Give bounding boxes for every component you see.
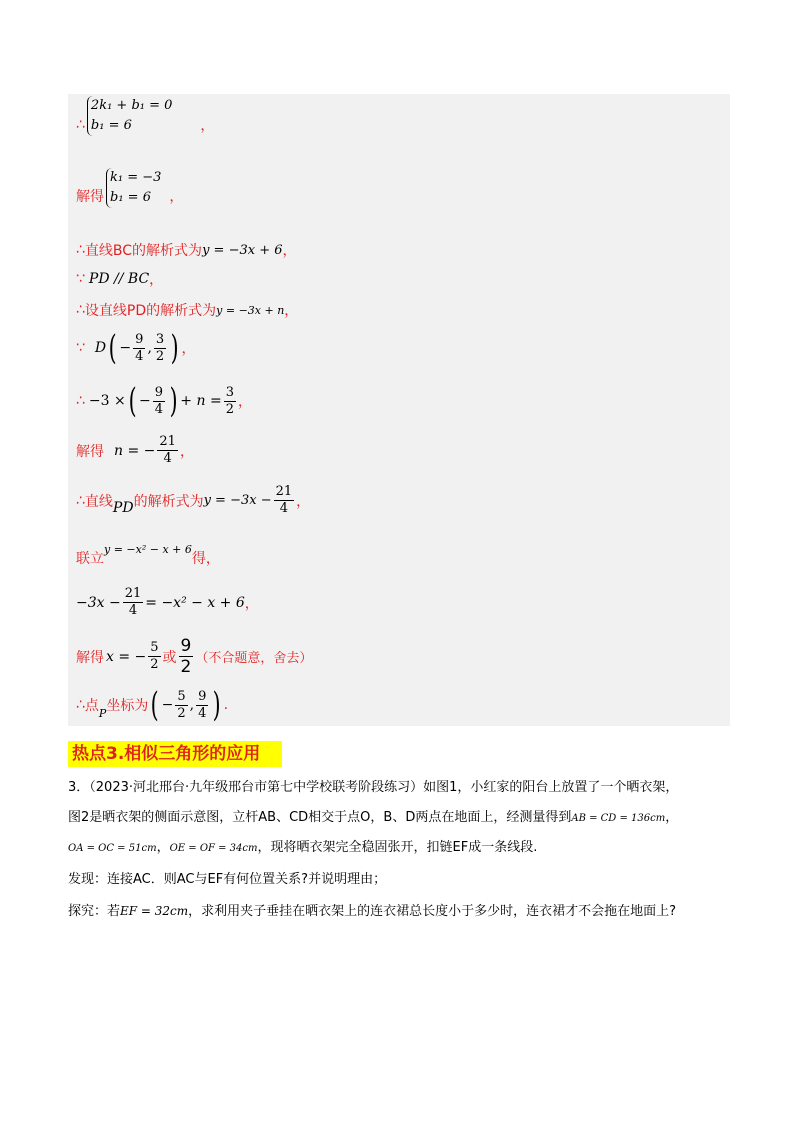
comma: ， [179,443,194,460]
or-label: 或 [162,649,177,666]
comma: ， [205,551,220,567]
solve-x-line [76,636,312,677]
fraction: $\frac{9}{4}$ [154,384,164,417]
comma: ， [200,118,215,134]
problem-line-3 [68,838,537,859]
therefore-symbol: ∴ [76,393,85,409]
problem-line-2-text: 图2是晒衣架的侧面示意图，立杆AB、CD相交于点O，B、D两点在地面上，经测量得到 [68,810,572,825]
fraction: $\frac{21}{4}$ [275,484,293,516]
comma: ， [237,394,252,410]
fraction: $\frac{5}{2}$ [177,688,186,721]
equation-1: 2k₁ + b₁ = 0 [90,98,173,113]
comma: ， [665,810,679,825]
fraction: $\frac{3}{2}$ [155,331,165,364]
parallel-relation: PD // BC [88,271,150,287]
system-equations-line [76,96,214,136]
substitution-line: ∴ −3 × ( − $\frac{9}{4}$ ) + n = $\frac{3}{2}$ ， [76,381,252,421]
set-pd-statement [76,300,298,320]
comma: ， [282,243,297,259]
solution-block [68,94,730,726]
comma: ， [149,272,164,288]
n-lhs: n = − [114,442,156,459]
solve-label: 解得 [76,649,104,666]
problem-line-1: 3．（2023·河北邢台·九年级邢台市第七中学校联考阶段练习）如图1，小红家的阳台上放置了一个晒衣架， [68,780,679,795]
section-heading: 热点3.相似三角形的应用 [68,741,282,767]
pd-variable: PD [112,499,134,516]
comma: ， [169,189,184,205]
solution-b1: b₁ = 6 [110,190,151,205]
line-bc-statement [76,240,297,260]
fraction: $\frac{9}{4}$ [198,688,207,721]
obtain-label: 得 [191,551,206,567]
comma: ， [181,341,196,357]
therefore-symbol: ∴ [76,117,85,133]
solve-k-line [76,168,183,208]
line-pd-text2: 的解析式为 [133,493,204,510]
comma: ， [284,303,299,319]
point-p-line: ∴ 点 P 坐标为 ( − $\frac{5}{2}$ , $\frac{9}{4}$ ) . [76,685,229,725]
substitution-left: −3 × [88,393,126,409]
combined-equation-line [76,586,259,619]
fraction: $\frac{5}{2}$ [150,640,159,672]
fraction: $\frac{9}{2}$ [180,636,192,677]
set-pd-text: 设直线PD的解析式为 [84,303,217,319]
problem-line-3-text: ，现将晒衣架完全稳固张开，扣链EF成一条线段. [257,840,538,855]
pd-final-equation: y = −3x − [203,493,272,508]
solution-system [106,168,161,208]
ab-cd-length: AB = CD = 136cm [571,813,666,824]
line-pd-text: 直线 [84,493,113,510]
point-label: 点 [84,698,99,714]
fraction: $\frac{9}{4}$ [135,331,144,364]
combined-left: −3x − [76,594,121,611]
problem-line-5-prefix: 探究：若 [68,904,121,919]
parallel-statement [76,269,163,289]
combined-right: = −x² − x + 6 [145,594,245,611]
because-symbol: ∵ [76,340,85,356]
problem-line-4: 发现：连接AC．则AC与EF有何位置关系?并说明理由； [68,872,387,887]
line-bc-equation: y = −3x + 6 [202,242,283,258]
oa-oc-length: OA = OC = 51cm [68,843,157,854]
therefore-symbol: ∴ [76,492,85,509]
therefore-symbol: ∴ [76,242,85,258]
period: . [223,697,229,713]
fraction: $\frac{3}{2}$ [225,384,234,417]
x-lhs: x = − [106,648,147,665]
comma: ， [156,840,170,855]
reject-note: （不合题意，舍去） [195,651,313,666]
solution-k1: k₁ = −3 [110,170,162,185]
equation-system [87,96,172,136]
comma: ， [296,493,311,510]
substitution-middle: + n = [180,393,222,409]
therefore-symbol: ∴ [76,697,85,713]
line-bc-text: 直线BC的解析式为 [84,243,203,259]
p-variable: P [98,706,107,720]
oe-of-length: OE = OF = 34cm [169,843,258,854]
pd-equation: y = −3x + n [216,303,285,317]
fraction: $\frac{21}{4}$ [124,586,142,618]
problem-line-5 [68,901,676,922]
fraction: $\frac{21}{4}$ [159,434,176,466]
simultaneous-line [76,536,220,568]
equation-2: b₁ = 6 [90,118,132,133]
solve-label: 解得 [76,443,104,460]
simultaneous-label: 联立 [76,551,104,567]
because-symbol: ∵ [76,271,85,287]
solve-n-line [76,434,194,467]
line-pd-statement [76,484,310,517]
point-d-label: D [94,340,107,356]
ef-length: EF = 32cm [120,904,189,918]
parabola-equation: y = −x² − x + 6 [104,542,192,556]
comma: ， [244,595,259,612]
problem-line-2 [68,808,678,829]
coordinate-label: 坐标为 [106,698,149,714]
point-d-line: ∵ D ( − $\frac{9}{4}$ , $\frac{3}{2}$ ) ， [76,328,196,368]
solve-label: 解得 [76,189,104,205]
therefore-symbol: ∴ [76,302,85,318]
problem-line-5-text: ，求利用夹子垂挂在晒衣架上的连衣裙总长度小于多少时，连衣裙才不会拖在地面上? [188,904,677,919]
